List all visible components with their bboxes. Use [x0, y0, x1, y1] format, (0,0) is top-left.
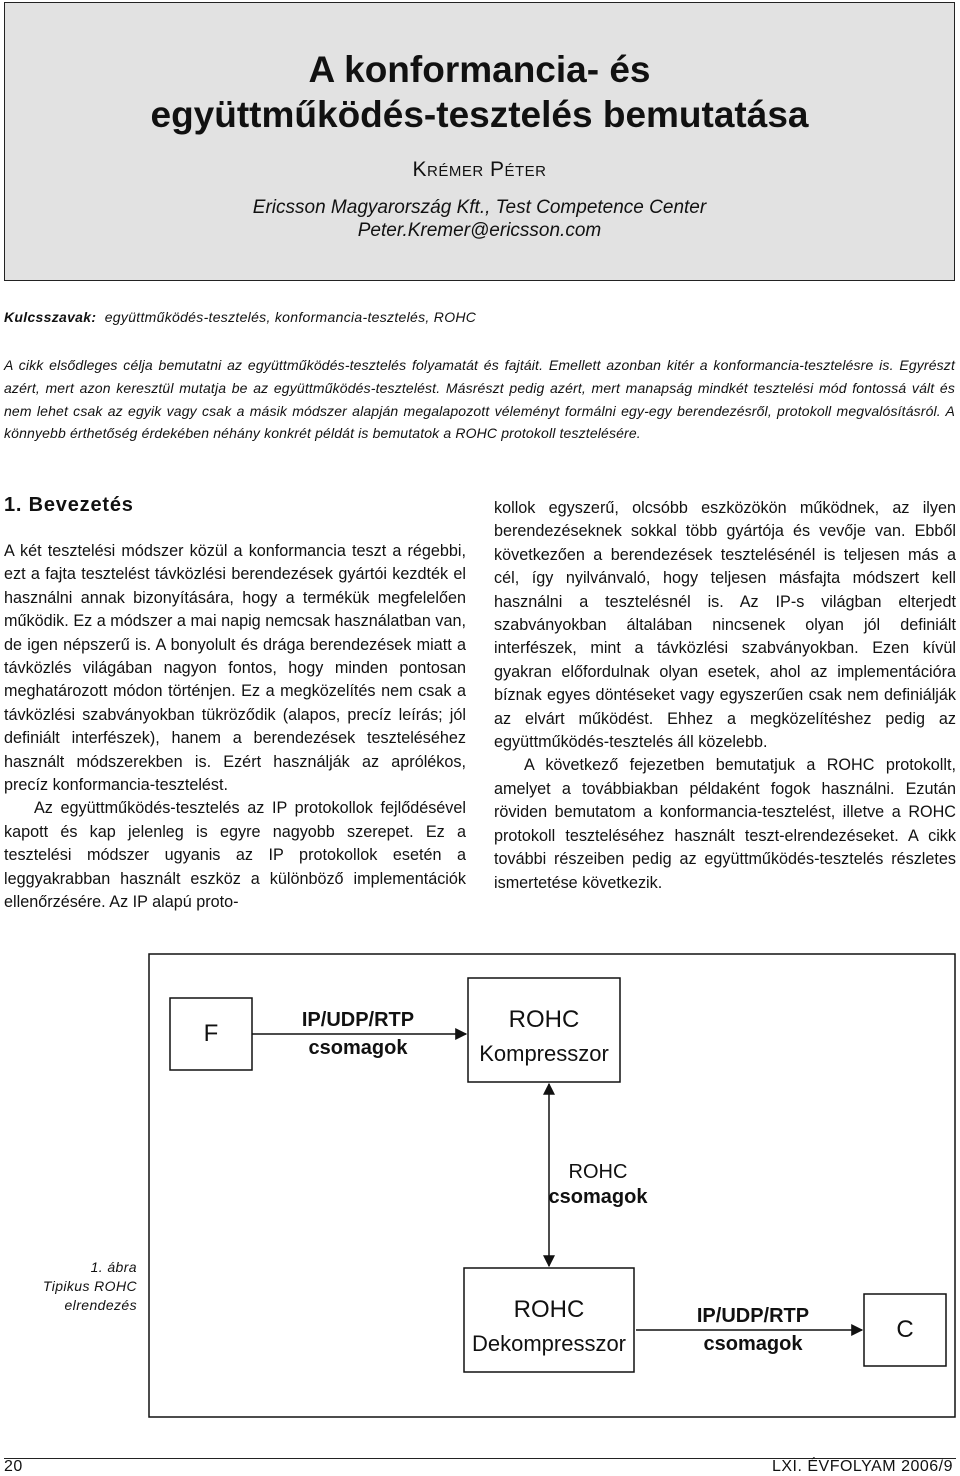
paragraph: A két tesztelési módszer közül a konformancia teszt a régebbi, ezt a fajta tesztelést távközlési berendezések gyártói kezdték el használni annak bizonyítására, hogy a termékük megfelelően működik. Ez a módszer a mai napig nemcsak használatban van, de igen népszerű is. A bonyolult és drága berendezések miatt a távközlés világában nagyon fontos, hogy minden pontosan meghatározott módon történjen. Ez a megközelítés nem csak a távközlési szabványokban tükröződik (alapos, precíz leírás; jól definiált interfészek), hanem a berendezések teszteléséhez használt módszerekben is. Ezért használják az aprólékos, precíz konformancia-tesztelést.: [4, 542, 466, 795]
decompressor-label-2: Dekompresszor: [471, 1331, 627, 1356]
bottom-arrow-label-2: csomagok: [703, 1333, 803, 1355]
caption-line-1: 1. ábra: [90, 1259, 137, 1275]
mid-arrow-label-2: csomagok: [548, 1186, 648, 1208]
paragraph: Az együttműködés-tesztelés az IP protokollok fejlődésével kapott és kap jelenleg is egyre nagyobb szerepet. Ez a tesztelési módszer ugyanis az IP protokollok esetén a leggyakrabban használt eszköz a különböző implementációk ellenőrzésére. Az IP alapú proto-: [4, 799, 466, 912]
top-arrow-label-1: IP/UDP/RTP: [301, 1009, 415, 1031]
title-line-1: A konformancia- és: [308, 49, 651, 90]
author-email: Peter.Kremer@ericsson.com: [357, 220, 602, 241]
author-name: Krémer Péter: [412, 158, 547, 181]
caption-line-2: Tipikus ROHC: [42, 1278, 137, 1294]
keywords-line: [4, 309, 944, 325]
decompressor-label-1: ROHC: [513, 1296, 585, 1323]
keywords-text: együttműködés-tesztelés, konformancia-tesztelés, ROHC: [104, 309, 477, 325]
title-line-2: együttműködés-tesztelés bemutatása: [150, 94, 809, 135]
affiliation-text: Ericsson Magyarország Kft., Test Competence Center: [252, 197, 707, 218]
keywords-label: Kulcsszavak:: [4, 309, 97, 325]
figure-rohc-setup: [148, 953, 956, 1418]
mid-arrow-label-1: ROHC: [568, 1161, 628, 1183]
author-affiliation: [5, 196, 954, 242]
top-arrow-label-2: csomagok: [308, 1037, 408, 1059]
figure-caption: [4, 1258, 137, 1315]
abstract: A cikk elsődleges célja bemutatni az együttműködés-tesztelés folyamatát és fajtáit. Emellett azonban kitér a konformancia-tesztelésre is. Egyrészt azért, mert azon keresztül mutatja be az együttműködés-tesztelést. Másrészt pedig azért, mert manapság mindkét tesztelési mód fontossá vált és nem lehet csak az egyik vagy csak a másik módszer alapján megalapozott véleményt formálni egy-egy berendezésről, protokoll megvalósításról. A könnyebb érthetőség érdekében néhány konkrét példát is bemutatok a ROHC protokoll tesztelésére.: [4, 357, 955, 442]
journal-issue: LXI. ÉVFOLYAM 2006/9: [771, 1458, 953, 1475]
bottom-arrow-label-1: IP/UDP/RTP: [696, 1305, 810, 1327]
caption-line-3: elrendezés: [64, 1297, 137, 1313]
article-title: [5, 47, 954, 137]
right-column: [494, 497, 956, 895]
left-column: [4, 540, 466, 915]
paragraph: A következő fejezetben bemutatjuk a ROHC protokollt, amelyet a továbbiakban példaként fogok használni. Ezután röviden bemutatom a konformancia-tesztelést, illetve a ROHC protokoll teszteléséhez használt teszt-elrendezéseket. A cikk további részeiben pedig az együttműködés-tesztelés részletes ismertetése következik.: [494, 756, 956, 892]
section-title: 1. Bevezetés: [4, 494, 134, 516]
box-c-label: C: [896, 1316, 914, 1343]
paragraph: kollok egyszerű, olcsóbb eszközökön működnek, az ilyen berendezéseknek sokkal több gyártója és vevője van. Ebből következően a berendezések tesztelésénél is teljesen más a cél, így nyilvánvaló, hogy teljesen másfajta módszert kell használni a tesztelésnél is. Az IP-s világban elterjedt szabványokban általában nincsenek olyan jól definiált interfészek, mint a távközlési szabványokban. Ezen kívül gyakran előfordulnak olyan esetek, ahol az implementációra bíznak egyes döntéseket vagy egyszerűen csak nem definiálják az elvárt működést. Ehhez a megközelítéshez pedig az együttműködés-tesztelés áll közelebb.: [494, 499, 956, 752]
compressor-label-1: ROHC: [508, 1006, 580, 1033]
compressor-label-2: Kompresszor: [479, 1041, 609, 1066]
box-f-label: F: [203, 1020, 219, 1047]
title-box: [4, 2, 955, 281]
page-number: 20: [4, 1458, 23, 1475]
